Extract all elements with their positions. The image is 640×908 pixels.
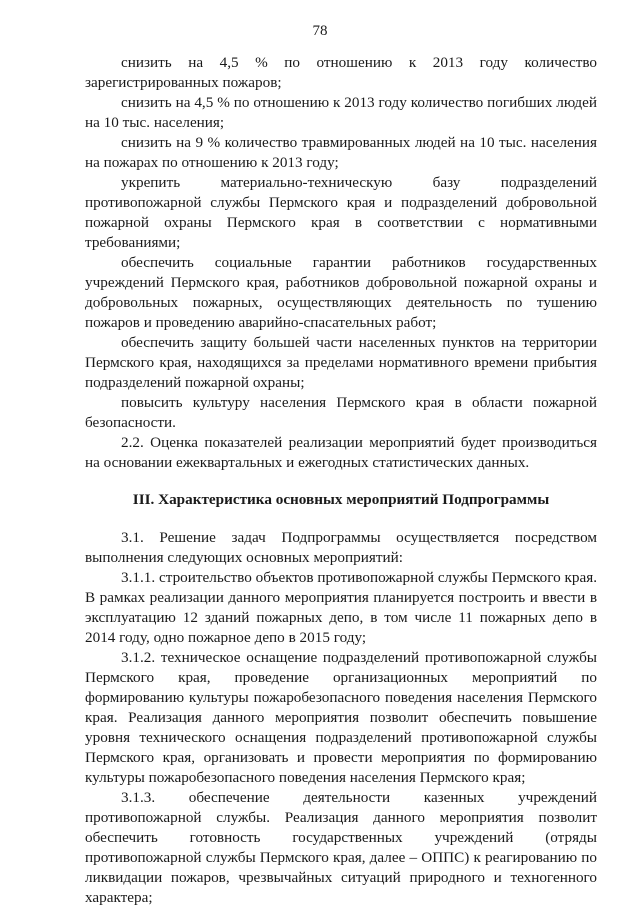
paragraph: 3.1.1. строительство объектов противопожарной службы Пермского края. В рамках реализации данного мероприятия планируется построить и ввести в эксплуатацию 12 зданий пожарных депо, в том числе 11 пожарных депо в 2014 году, одно пожарное депо в 2015 году; (85, 569, 597, 646)
paragraph: 3.1.3. обеспечение деятельности казенных учреждений противопожарной службы. Реализация данного мероприятия позволит обеспечить готовность государственных учреждений (отряды противопожарной службы Пермского края, далее – ОППС) к реагированию по ликвидации пожаров, чрезвычайных ситуаций природного и техногенного характера; (85, 789, 597, 906)
document-body (85, 53, 597, 908)
section-heading: III. Характеристика основных мероприятий Подпрограммы (132, 491, 550, 508)
paragraph: 3.1.2. техническое оснащение подразделений противопожарной службы Пермского края, проведение организационных мероприятий по формированию культуры пожаробезопасного поведения населения Пермского края. Реализация данного мероприятия позволит обеспечить повышение уровня технического оснащения подразделений противопожарной службы Пермского края, организовать и провести мероприятия по формированию культуры пожаробезопасного поведения населения Пермского края; (85, 649, 597, 786)
page-number: 78 (312, 23, 328, 39)
paragraph: снизить на 4,5 % по отношению к 2013 году количество зарегистрированных пожаров; (85, 54, 597, 91)
paragraph: 2.2. Оценка показателей реализации мероприятий будет производиться на основании ежеквартальных и ежегодных статистических данных. (85, 434, 597, 471)
paragraph: обеспечить социальные гарантии работников государственных учреждений Пермского края, работников добровольной пожарной охраны и добровольных пожарных, осуществляющих деятельность по тушению пожаров и проведению аварийно-спасательных работ; (85, 254, 597, 331)
paragraph: 3.1. Решение задач Подпрограммы осуществляется посредством выполнения следующих основных мероприятий: (85, 529, 597, 566)
paragraph: укрепить материально-техническую базу подразделений противопожарной службы Пермского края и подразделений добровольной пожарной охраны Пермского края в соответствии с нормативными требованиями; (85, 174, 597, 251)
paragraph: снизить на 9 % количество травмированных людей на 10 тыс. населения на пожарах по отношению к 2013 году; (85, 134, 597, 171)
paragraph: обеспечить защиту большей части населенных пунктов на территории Пермского края, находящихся за пределами нормативного времени прибытия подразделений пожарной охраны; (85, 334, 597, 391)
paragraph: повысить культуру населения Пермского края в области пожарной безопасности. (85, 394, 597, 431)
paragraph: снизить на 4,5 % по отношению к 2013 году количество погибших людей на 10 тыс. населения; (85, 94, 597, 131)
